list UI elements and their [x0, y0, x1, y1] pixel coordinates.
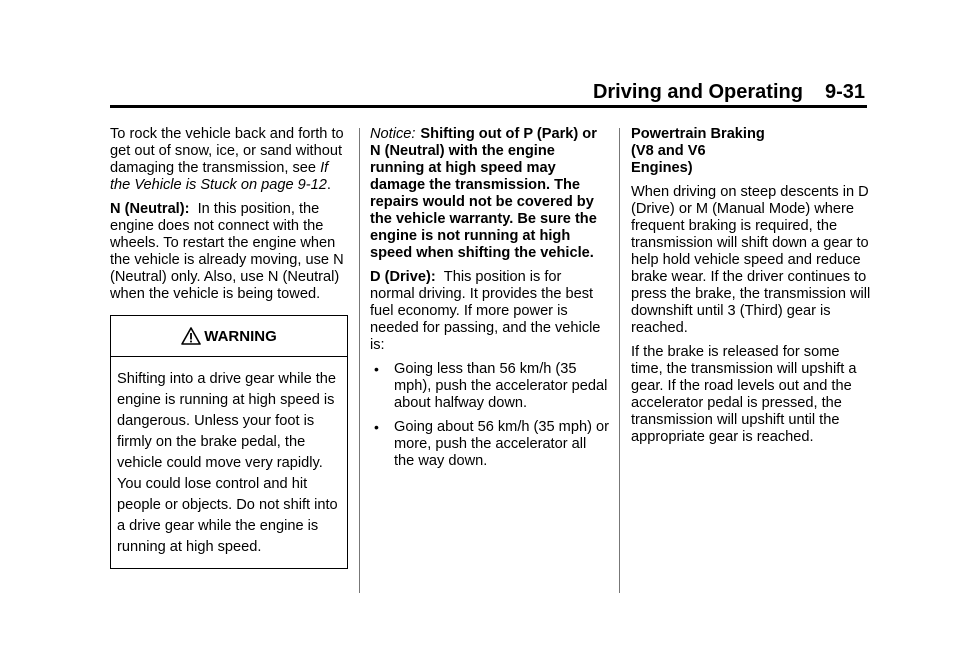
rocking-paragraph: To rock the vehicle back and forth to get out of snow, ice, or sand without damaging the transmission, see If the Vehicle is Stuck on page 9-12.: [110, 126, 344, 193]
neutral-paragraph: N (Neutral): In this position, the engine does not connect with the wheels. To restart the engine when the vehicle is already moving, use N (Neutral) only. Also, use N (Neutral) when the vehicle is being towed.: [110, 201, 344, 302]
section-title: Driving and Operating: [592, 81, 803, 103]
bullet-icon: •: [374, 419, 379, 435]
list-item: • Going about 56 km/h (35 mph) or more, push the accelerator all the way down.: [374, 419, 609, 469]
warning-text: Shifting into a drive gear while the engine is running at high speed is dangerous. Unless your foot is firmly on the brake pedal, the vehicle could move very rapidly. You could lose control and hit people or objects. Do not shift into a drive gear while the engine is running at high speed.: [117, 371, 338, 555]
braking-paragraph-1: When driving on steep descents in D (Drive) or M (Manual Mode) where frequent braking is required, the transmission will shift down a gear to help hold vehicle speed and reduce brake wear. If the driver continues to press the brake, the transmission will downshift until 3 (Third) gear is reached.: [631, 184, 871, 336]
drive-paragraph: D (Drive): This position is for normal driving. It provides the best fuel economy. If more power is needed for passing, and the vehicle is:: [370, 269, 601, 353]
header-rule: [110, 105, 867, 108]
warning-box: [110, 315, 348, 569]
warning-triangle-icon: [181, 327, 201, 345]
neutral-label: N (Neutral):: [110, 201, 190, 217]
column-3: [631, 126, 871, 453]
warning-title: WARNING: [204, 327, 277, 345]
cross-reference-link[interactable]: If the Vehicle is Stuck on page 9-12: [110, 160, 329, 193]
column-divider-2: [619, 128, 620, 593]
list-item: • Going less than 56 km/h (35 mph), push the accelerator pedal about halfway down.: [374, 361, 608, 411]
bullet-icon: •: [374, 361, 379, 377]
braking-paragraph-2: If the brake is released for some time, the transmission will upshift a gear. If the road levels out and the accelerator pedal is pressed, the transmission will upshift until the appropriate gear is reached.: [631, 344, 857, 445]
page-header: [110, 80, 865, 104]
column-2: [370, 126, 610, 477]
column-divider-1: [359, 128, 360, 593]
notice-paragraph: [370, 126, 610, 262]
notice-label: Notice:: [370, 126, 416, 142]
section-heading: Powertrain Braking (V8 and V6 Engines): [631, 126, 765, 176]
warning-header: [111, 316, 347, 357]
page-number: 9-31: [824, 81, 865, 103]
column-1: [110, 126, 350, 569]
notice-text: Shifting out of P (Park) or N (Neutral) with the engine running at high speed may damage the transmission. The repairs would not be covered by the vehicle warranty. Be sure the engine is not running at high speed when shifting the vehicle.: [370, 126, 597, 261]
drive-label: D (Drive):: [370, 269, 436, 285]
